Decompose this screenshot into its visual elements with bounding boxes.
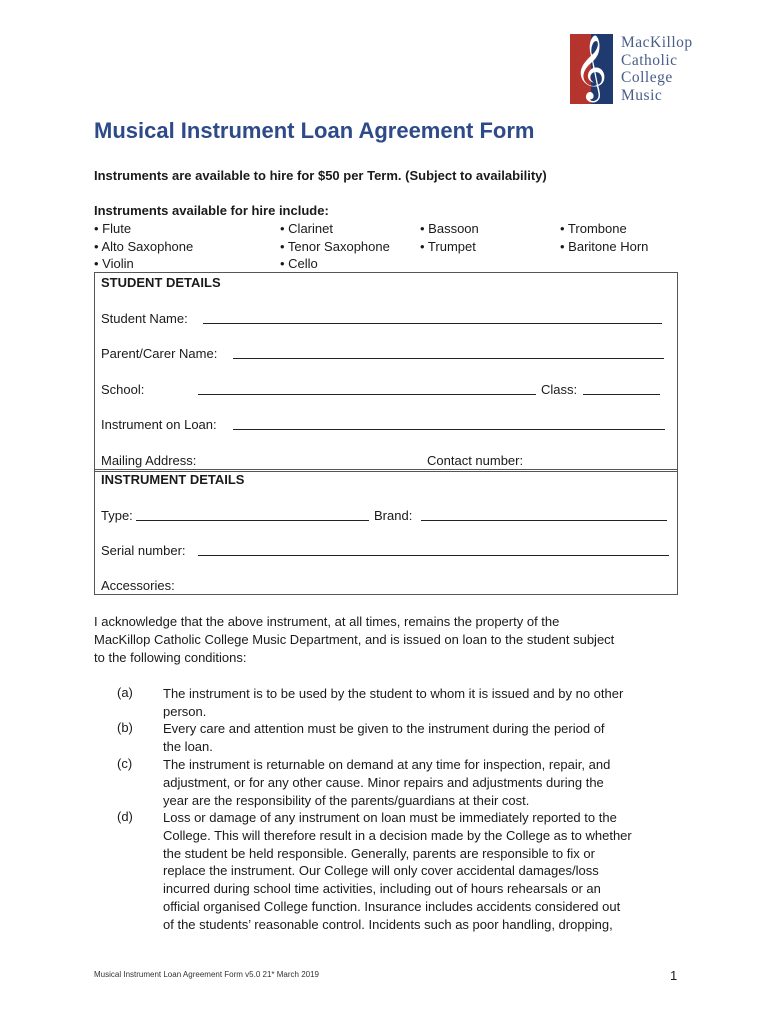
student-name-field[interactable] (203, 323, 662, 324)
condition-line: Every care and attention must be given to the instrument during the period of (163, 721, 605, 736)
instrument-details-heading: INSTRUMENT DETAILS (101, 472, 245, 487)
instrument-item: • Tenor Saxophone (280, 238, 390, 254)
school-field[interactable] (198, 394, 536, 395)
acknowledgement-line: I acknowledge that the above instrument, at all times, remains the property of the (94, 614, 560, 629)
accessories-label: Accessories: (101, 578, 175, 593)
class-label: Class: (541, 382, 578, 397)
college-logo-mark (570, 34, 613, 104)
condition-line: official organised College function. Insurance includes accidents considered out (163, 898, 621, 914)
instrument-on-loan-label: Instrument on Loan: (101, 417, 217, 432)
acknowledgement-paragraph (94, 613, 614, 667)
type-field[interactable] (136, 520, 369, 521)
type-label: Type: (101, 508, 133, 523)
parent-name-label: Parent/Carer Name: (101, 346, 218, 361)
instruments-heading: Instruments available for hire include: (94, 203, 329, 218)
instrument-item: • Flute (94, 221, 132, 236)
condition-label: (d) (117, 809, 133, 824)
student-details-heading: STUDENT DETAILS (101, 275, 221, 290)
treble-clef-icon: 𝄞 (574, 35, 608, 100)
condition-line: Loss or damage of any instrument on loan must be immediately reported to the (163, 810, 617, 825)
instrument-item: • Alto Saxophone (94, 238, 194, 254)
condition-text (163, 685, 683, 721)
condition-line: adjustment, or for any other cause. Minor repairs and adjustments during the (163, 774, 604, 790)
condition-line: The instrument is to be used by the student to whom it is issued and by no other (163, 686, 624, 701)
hire-note: Instruments are available to hire for $50 per Term. (Subject to availability) (94, 168, 547, 183)
mailing-address-label: Mailing Address: (101, 453, 197, 468)
condition-text (163, 720, 683, 756)
condition-line: the loan. (163, 738, 213, 754)
instrument-column-1 (94, 220, 193, 273)
contact-number-label: Contact number: (427, 453, 524, 468)
serial-number-label: Serial number: (101, 543, 186, 558)
instrument-item: • Trumpet (420, 238, 476, 254)
instrument-column-2 (280, 220, 390, 273)
condition-line: year are the responsibility of the parents/guardians at their cost. (163, 792, 530, 808)
brand-label: Brand: (374, 508, 413, 523)
condition-line: The instrument is returnable on demand at any time for inspection, repair, and (163, 757, 611, 772)
condition-line: person. (163, 703, 207, 719)
brand-field[interactable] (421, 520, 667, 521)
condition-text (163, 809, 683, 934)
condition-label: (b) (117, 720, 133, 735)
condition-text (163, 756, 683, 809)
logo-line: Music (621, 86, 663, 104)
page-number: 1 (670, 968, 678, 983)
parent-name-field[interactable] (233, 358, 664, 359)
condition-line: College. This will therefore result in a decision made by the College as to whether (163, 827, 632, 843)
condition-line: replace the instrument. Our College will only cover accidental damages/loss (163, 863, 599, 879)
instrument-item: • Clarinet (280, 221, 333, 236)
student-name-label: Student Name: (101, 311, 188, 326)
college-logo-text (621, 34, 693, 104)
condition-line: incurred during school time activities, including out of hours rehearsals or an (163, 881, 601, 897)
footer-text: Musical Instrument Loan Agreement Form v5.0 21* March 2019 (94, 970, 319, 979)
class-field[interactable] (583, 394, 660, 395)
logo-line: College (621, 69, 673, 86)
instrument-item: • Violin (94, 256, 134, 271)
condition-line: of the students’ reasonable control. Incidents such as poor handling, dropping, (163, 916, 613, 932)
serial-number-field[interactable] (198, 555, 669, 556)
student-details-box (94, 272, 678, 472)
instrument-item: • Trombone (560, 221, 627, 236)
instrument-item: • Bassoon (420, 221, 479, 236)
page-title: Musical Instrument Loan Agreement Form (94, 118, 535, 143)
instrument-item: • Cello (280, 256, 318, 271)
condition-label: (a) (117, 685, 133, 700)
logo-line: Catholic (621, 51, 678, 69)
instrument-column-4 (560, 220, 648, 255)
instrument-on-loan-field[interactable] (233, 429, 665, 430)
instrument-item: • Baritone Horn (560, 238, 649, 254)
logo-line: MacKillop (621, 34, 693, 51)
acknowledgement-line: to the following conditions: (94, 650, 247, 665)
school-label: School: (101, 382, 145, 397)
condition-line: the student be held responsible. Generally, parents are responsible to fix or (163, 845, 595, 861)
instrument-column-3 (420, 220, 479, 255)
condition-label: (c) (117, 756, 133, 771)
acknowledgement-line: MacKillop Catholic College Music Department, and is issued on loan to the student subject (94, 632, 615, 647)
